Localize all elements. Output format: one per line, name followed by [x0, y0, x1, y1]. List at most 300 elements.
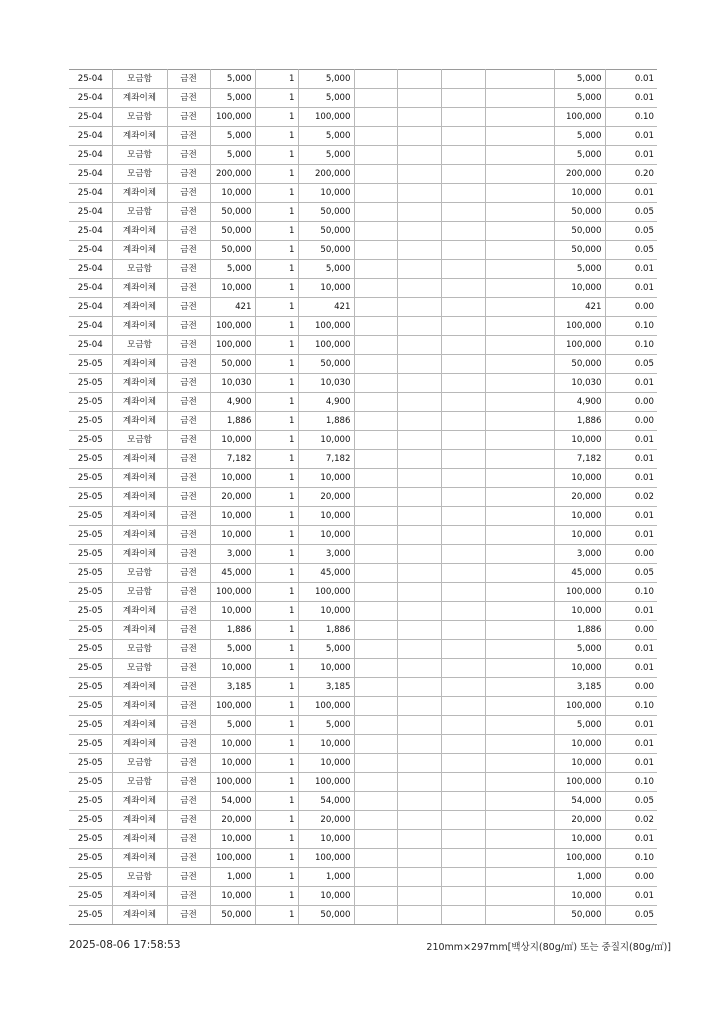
cell-month: 25-05	[69, 735, 112, 754]
cell-unit-amount: 5,000	[210, 146, 255, 165]
cell-method: 계좌이체	[112, 450, 167, 469]
cell-amount: 5,000	[298, 146, 354, 165]
cell-total: 200,000	[554, 165, 605, 184]
cell-blank-d	[485, 716, 554, 735]
cell-blank-c	[441, 184, 485, 203]
cell-unit-amount: 5,000	[210, 260, 255, 279]
cell-ratio: 0.01	[605, 754, 657, 773]
table-row	[69, 716, 657, 735]
cell-type: 금전	[167, 602, 210, 621]
cell-quantity: 1	[255, 697, 298, 716]
cell-blank-a	[354, 887, 397, 906]
table-row	[69, 469, 657, 488]
cell-method: 모금함	[112, 564, 167, 583]
cell-method: 모금함	[112, 108, 167, 127]
cell-total: 50,000	[554, 203, 605, 222]
cell-type: 금전	[167, 431, 210, 450]
cell-unit-amount: 54,000	[210, 792, 255, 811]
cell-method: 모금함	[112, 165, 167, 184]
cell-unit-amount: 10,000	[210, 184, 255, 203]
cell-blank-b	[397, 431, 441, 450]
cell-unit-amount: 10,000	[210, 735, 255, 754]
table-row	[69, 678, 657, 697]
cell-blank-b	[397, 298, 441, 317]
cell-total: 10,000	[554, 184, 605, 203]
cell-amount: 100,000	[298, 697, 354, 716]
cell-amount: 7,182	[298, 450, 354, 469]
table-row	[69, 127, 657, 146]
cell-month: 25-05	[69, 697, 112, 716]
cell-month: 25-05	[69, 811, 112, 830]
cell-blank-d	[485, 583, 554, 602]
cell-blank-b	[397, 450, 441, 469]
cell-type: 금전	[167, 298, 210, 317]
cell-blank-b	[397, 754, 441, 773]
cell-type: 금전	[167, 583, 210, 602]
cell-method: 계좌이체	[112, 697, 167, 716]
cell-amount: 10,000	[298, 659, 354, 678]
cell-quantity: 1	[255, 621, 298, 640]
cell-blank-a	[354, 621, 397, 640]
cell-blank-d	[485, 89, 554, 108]
cell-quantity: 1	[255, 602, 298, 621]
cell-blank-b	[397, 165, 441, 184]
cell-total: 50,000	[554, 222, 605, 241]
cell-blank-c	[441, 906, 485, 925]
cell-quantity: 1	[255, 526, 298, 545]
cell-type: 금전	[167, 906, 210, 925]
cell-month: 25-04	[69, 184, 112, 203]
cell-blank-c	[441, 203, 485, 222]
cell-type: 금전	[167, 317, 210, 336]
cell-blank-c	[441, 108, 485, 127]
table-row	[69, 374, 657, 393]
cell-blank-c	[441, 602, 485, 621]
cell-blank-b	[397, 545, 441, 564]
cell-total: 10,000	[554, 469, 605, 488]
cell-blank-b	[397, 89, 441, 108]
cell-ratio: 0.01	[605, 70, 657, 89]
cell-quantity: 1	[255, 849, 298, 868]
table-row	[69, 564, 657, 583]
cell-blank-d	[485, 184, 554, 203]
cell-blank-b	[397, 507, 441, 526]
cell-quantity: 1	[255, 241, 298, 260]
cell-month: 25-05	[69, 374, 112, 393]
cell-type: 금전	[167, 716, 210, 735]
cell-blank-c	[441, 792, 485, 811]
cell-quantity: 1	[255, 564, 298, 583]
cell-ratio: 0.00	[605, 412, 657, 431]
cell-amount: 3,185	[298, 678, 354, 697]
cell-type: 금전	[167, 811, 210, 830]
table-row	[69, 602, 657, 621]
cell-blank-d	[485, 431, 554, 450]
cell-quantity: 1	[255, 165, 298, 184]
cell-method: 계좌이체	[112, 355, 167, 374]
cell-quantity: 1	[255, 393, 298, 412]
cell-amount: 10,000	[298, 279, 354, 298]
cell-blank-b	[397, 203, 441, 222]
cell-blank-c	[441, 545, 485, 564]
cell-blank-b	[397, 241, 441, 260]
table-row	[69, 146, 657, 165]
cell-month: 25-05	[69, 830, 112, 849]
cell-type: 금전	[167, 70, 210, 89]
cell-quantity: 1	[255, 374, 298, 393]
cell-total: 3,000	[554, 545, 605, 564]
cell-ratio: 0.02	[605, 488, 657, 507]
cell-method: 계좌이체	[112, 507, 167, 526]
cell-type: 금전	[167, 108, 210, 127]
table-row	[69, 203, 657, 222]
cell-quantity: 1	[255, 279, 298, 298]
cell-blank-b	[397, 564, 441, 583]
cell-type: 금전	[167, 203, 210, 222]
cell-quantity: 1	[255, 906, 298, 925]
cell-month: 25-05	[69, 659, 112, 678]
cell-blank-b	[397, 108, 441, 127]
cell-quantity: 1	[255, 811, 298, 830]
cell-method: 계좌이체	[112, 184, 167, 203]
cell-blank-d	[485, 412, 554, 431]
cell-blank-c	[441, 849, 485, 868]
cell-method: 모금함	[112, 146, 167, 165]
cell-blank-d	[485, 317, 554, 336]
cell-method: 계좌이체	[112, 811, 167, 830]
cell-amount: 100,000	[298, 317, 354, 336]
cell-total: 5,000	[554, 127, 605, 146]
cell-amount: 10,000	[298, 754, 354, 773]
cell-total: 421	[554, 298, 605, 317]
cell-blank-b	[397, 697, 441, 716]
cell-total: 1,000	[554, 868, 605, 887]
cell-month: 25-05	[69, 621, 112, 640]
cell-total: 10,030	[554, 374, 605, 393]
cell-blank-a	[354, 203, 397, 222]
cell-amount: 10,000	[298, 184, 354, 203]
cell-blank-a	[354, 431, 397, 450]
cell-ratio: 0.01	[605, 602, 657, 621]
cell-total: 20,000	[554, 811, 605, 830]
cell-blank-c	[441, 279, 485, 298]
cell-blank-c	[441, 773, 485, 792]
cell-type: 금전	[167, 621, 210, 640]
cell-quantity: 1	[255, 184, 298, 203]
cell-amount: 5,000	[298, 70, 354, 89]
cell-method: 계좌이체	[112, 317, 167, 336]
cell-month: 25-04	[69, 241, 112, 260]
cell-method: 계좌이체	[112, 298, 167, 317]
cell-type: 금전	[167, 887, 210, 906]
cell-method: 계좌이체	[112, 412, 167, 431]
cell-blank-b	[397, 792, 441, 811]
cell-month: 25-05	[69, 754, 112, 773]
cell-blank-a	[354, 393, 397, 412]
cell-method: 계좌이체	[112, 716, 167, 735]
cell-month: 25-04	[69, 298, 112, 317]
cell-type: 금전	[167, 393, 210, 412]
cell-blank-c	[441, 659, 485, 678]
cell-quantity: 1	[255, 450, 298, 469]
cell-unit-amount: 3,000	[210, 545, 255, 564]
table-row	[69, 792, 657, 811]
cell-unit-amount: 5,000	[210, 89, 255, 108]
cell-blank-d	[485, 469, 554, 488]
cell-amount: 50,000	[298, 241, 354, 260]
cell-blank-b	[397, 127, 441, 146]
cell-ratio: 0.01	[605, 450, 657, 469]
table-row	[69, 659, 657, 678]
cell-blank-c	[441, 526, 485, 545]
cell-blank-b	[397, 374, 441, 393]
table-row	[69, 906, 657, 925]
cell-blank-d	[485, 336, 554, 355]
cell-blank-c	[441, 89, 485, 108]
cell-unit-amount: 100,000	[210, 849, 255, 868]
cell-blank-a	[354, 830, 397, 849]
cell-blank-b	[397, 735, 441, 754]
cell-ratio: 0.01	[605, 146, 657, 165]
cell-blank-c	[441, 754, 485, 773]
cell-amount: 45,000	[298, 564, 354, 583]
cell-type: 금전	[167, 89, 210, 108]
cell-blank-c	[441, 811, 485, 830]
cell-month: 25-04	[69, 279, 112, 298]
cell-ratio: 0.00	[605, 545, 657, 564]
cell-blank-d	[485, 830, 554, 849]
cell-quantity: 1	[255, 146, 298, 165]
table-row	[69, 165, 657, 184]
cell-blank-a	[354, 127, 397, 146]
cell-blank-a	[354, 811, 397, 830]
cell-amount: 10,000	[298, 830, 354, 849]
cell-unit-amount: 5,000	[210, 70, 255, 89]
cell-unit-amount: 45,000	[210, 564, 255, 583]
cell-unit-amount: 50,000	[210, 222, 255, 241]
cell-method: 모금함	[112, 431, 167, 450]
cell-total: 5,000	[554, 146, 605, 165]
cell-total: 100,000	[554, 317, 605, 336]
cell-unit-amount: 10,000	[210, 830, 255, 849]
cell-blank-a	[354, 697, 397, 716]
table-row	[69, 830, 657, 849]
cell-amount: 50,000	[298, 355, 354, 374]
table-row	[69, 298, 657, 317]
cell-ratio: 0.01	[605, 887, 657, 906]
cell-quantity: 1	[255, 336, 298, 355]
table-row	[69, 507, 657, 526]
cell-quantity: 1	[255, 317, 298, 336]
paper-spec: 210mm×297mm[백상지(80g/㎡) 또는 중질지(80g/㎡)]	[426, 942, 671, 953]
cell-ratio: 0.10	[605, 108, 657, 127]
cell-blank-d	[485, 241, 554, 260]
cell-unit-amount: 20,000	[210, 488, 255, 507]
cell-ratio: 0.10	[605, 583, 657, 602]
cell-blank-c	[441, 469, 485, 488]
table-row	[69, 488, 657, 507]
cell-ratio: 0.00	[605, 621, 657, 640]
cell-total: 10,000	[554, 887, 605, 906]
cell-total: 10,000	[554, 602, 605, 621]
cell-type: 금전	[167, 279, 210, 298]
cell-blank-c	[441, 317, 485, 336]
cell-type: 금전	[167, 469, 210, 488]
cell-method: 계좌이체	[112, 887, 167, 906]
cell-unit-amount: 10,000	[210, 431, 255, 450]
cell-blank-d	[485, 127, 554, 146]
cell-blank-c	[441, 450, 485, 469]
cell-unit-amount: 1,000	[210, 868, 255, 887]
cell-blank-c	[441, 564, 485, 583]
cell-unit-amount: 10,000	[210, 469, 255, 488]
cell-type: 금전	[167, 792, 210, 811]
cell-month: 25-05	[69, 469, 112, 488]
cell-blank-a	[354, 469, 397, 488]
cell-ratio: 0.10	[605, 336, 657, 355]
cell-blank-d	[485, 393, 554, 412]
cell-month: 25-05	[69, 393, 112, 412]
cell-blank-c	[441, 697, 485, 716]
cell-blank-d	[485, 735, 554, 754]
cell-month: 25-05	[69, 355, 112, 374]
cell-amount: 20,000	[298, 488, 354, 507]
cell-type: 금전	[167, 222, 210, 241]
cell-month: 25-05	[69, 488, 112, 507]
cell-amount: 100,000	[298, 773, 354, 792]
cell-ratio: 0.10	[605, 317, 657, 336]
cell-amount: 5,000	[298, 640, 354, 659]
cell-amount: 50,000	[298, 222, 354, 241]
cell-unit-amount: 10,000	[210, 507, 255, 526]
cell-unit-amount: 10,000	[210, 754, 255, 773]
cell-total: 1,886	[554, 621, 605, 640]
cell-quantity: 1	[255, 298, 298, 317]
cell-blank-b	[397, 222, 441, 241]
cell-total: 10,000	[554, 754, 605, 773]
table-row	[69, 583, 657, 602]
cell-blank-a	[354, 868, 397, 887]
table-row	[69, 773, 657, 792]
cell-blank-a	[354, 659, 397, 678]
cell-type: 금전	[167, 735, 210, 754]
cell-quantity: 1	[255, 659, 298, 678]
cell-amount: 5,000	[298, 89, 354, 108]
cell-blank-d	[485, 906, 554, 925]
cell-blank-b	[397, 393, 441, 412]
table-row	[69, 317, 657, 336]
cell-total: 50,000	[554, 906, 605, 925]
cell-blank-c	[441, 507, 485, 526]
table-row	[69, 735, 657, 754]
cell-blank-b	[397, 317, 441, 336]
cell-blank-d	[485, 811, 554, 830]
cell-blank-b	[397, 355, 441, 374]
cell-ratio: 0.01	[605, 431, 657, 450]
cell-method: 계좌이체	[112, 469, 167, 488]
cell-total: 5,000	[554, 89, 605, 108]
cell-month: 25-05	[69, 868, 112, 887]
cell-amount: 421	[298, 298, 354, 317]
cell-quantity: 1	[255, 70, 298, 89]
cell-amount: 10,000	[298, 507, 354, 526]
cell-quantity: 1	[255, 127, 298, 146]
cell-blank-c	[441, 887, 485, 906]
cell-total: 100,000	[554, 108, 605, 127]
cell-total: 5,000	[554, 640, 605, 659]
cell-quantity: 1	[255, 412, 298, 431]
table-row	[69, 355, 657, 374]
cell-quantity: 1	[255, 735, 298, 754]
cell-total: 20,000	[554, 488, 605, 507]
cell-amount: 10,000	[298, 887, 354, 906]
cell-blank-a	[354, 279, 397, 298]
cell-blank-c	[441, 146, 485, 165]
cell-blank-b	[397, 526, 441, 545]
cell-type: 금전	[167, 868, 210, 887]
cell-blank-a	[354, 602, 397, 621]
cell-blank-b	[397, 279, 441, 298]
donation-ledger-table	[69, 69, 657, 925]
cell-ratio: 0.00	[605, 393, 657, 412]
cell-type: 금전	[167, 659, 210, 678]
cell-quantity: 1	[255, 355, 298, 374]
cell-blank-a	[354, 336, 397, 355]
cell-total: 10,000	[554, 507, 605, 526]
cell-amount: 10,000	[298, 602, 354, 621]
cell-method: 계좌이체	[112, 279, 167, 298]
cell-blank-c	[441, 583, 485, 602]
cell-blank-d	[485, 545, 554, 564]
cell-month: 25-04	[69, 70, 112, 89]
cell-blank-a	[354, 317, 397, 336]
cell-blank-c	[441, 336, 485, 355]
cell-blank-c	[441, 716, 485, 735]
table-row	[69, 412, 657, 431]
cell-blank-d	[485, 279, 554, 298]
cell-blank-a	[354, 412, 397, 431]
cell-method: 계좌이체	[112, 374, 167, 393]
cell-blank-b	[397, 906, 441, 925]
cell-ratio: 0.05	[605, 203, 657, 222]
cell-amount: 5,000	[298, 260, 354, 279]
cell-quantity: 1	[255, 754, 298, 773]
cell-quantity: 1	[255, 203, 298, 222]
cell-blank-b	[397, 830, 441, 849]
cell-unit-amount: 100,000	[210, 108, 255, 127]
cell-total: 54,000	[554, 792, 605, 811]
cell-type: 금전	[167, 507, 210, 526]
cell-blank-d	[485, 146, 554, 165]
cell-blank-b	[397, 640, 441, 659]
cell-blank-c	[441, 241, 485, 260]
cell-blank-c	[441, 621, 485, 640]
cell-month: 25-05	[69, 602, 112, 621]
cell-blank-b	[397, 659, 441, 678]
cell-blank-a	[354, 773, 397, 792]
cell-type: 금전	[167, 146, 210, 165]
cell-amount: 50,000	[298, 203, 354, 222]
cell-ratio: 0.00	[605, 868, 657, 887]
cell-quantity: 1	[255, 792, 298, 811]
cell-type: 금전	[167, 754, 210, 773]
cell-method: 모금함	[112, 70, 167, 89]
cell-ratio: 0.00	[605, 678, 657, 697]
cell-amount: 200,000	[298, 165, 354, 184]
cell-amount: 100,000	[298, 336, 354, 355]
cell-blank-d	[485, 165, 554, 184]
cell-blank-d	[485, 507, 554, 526]
